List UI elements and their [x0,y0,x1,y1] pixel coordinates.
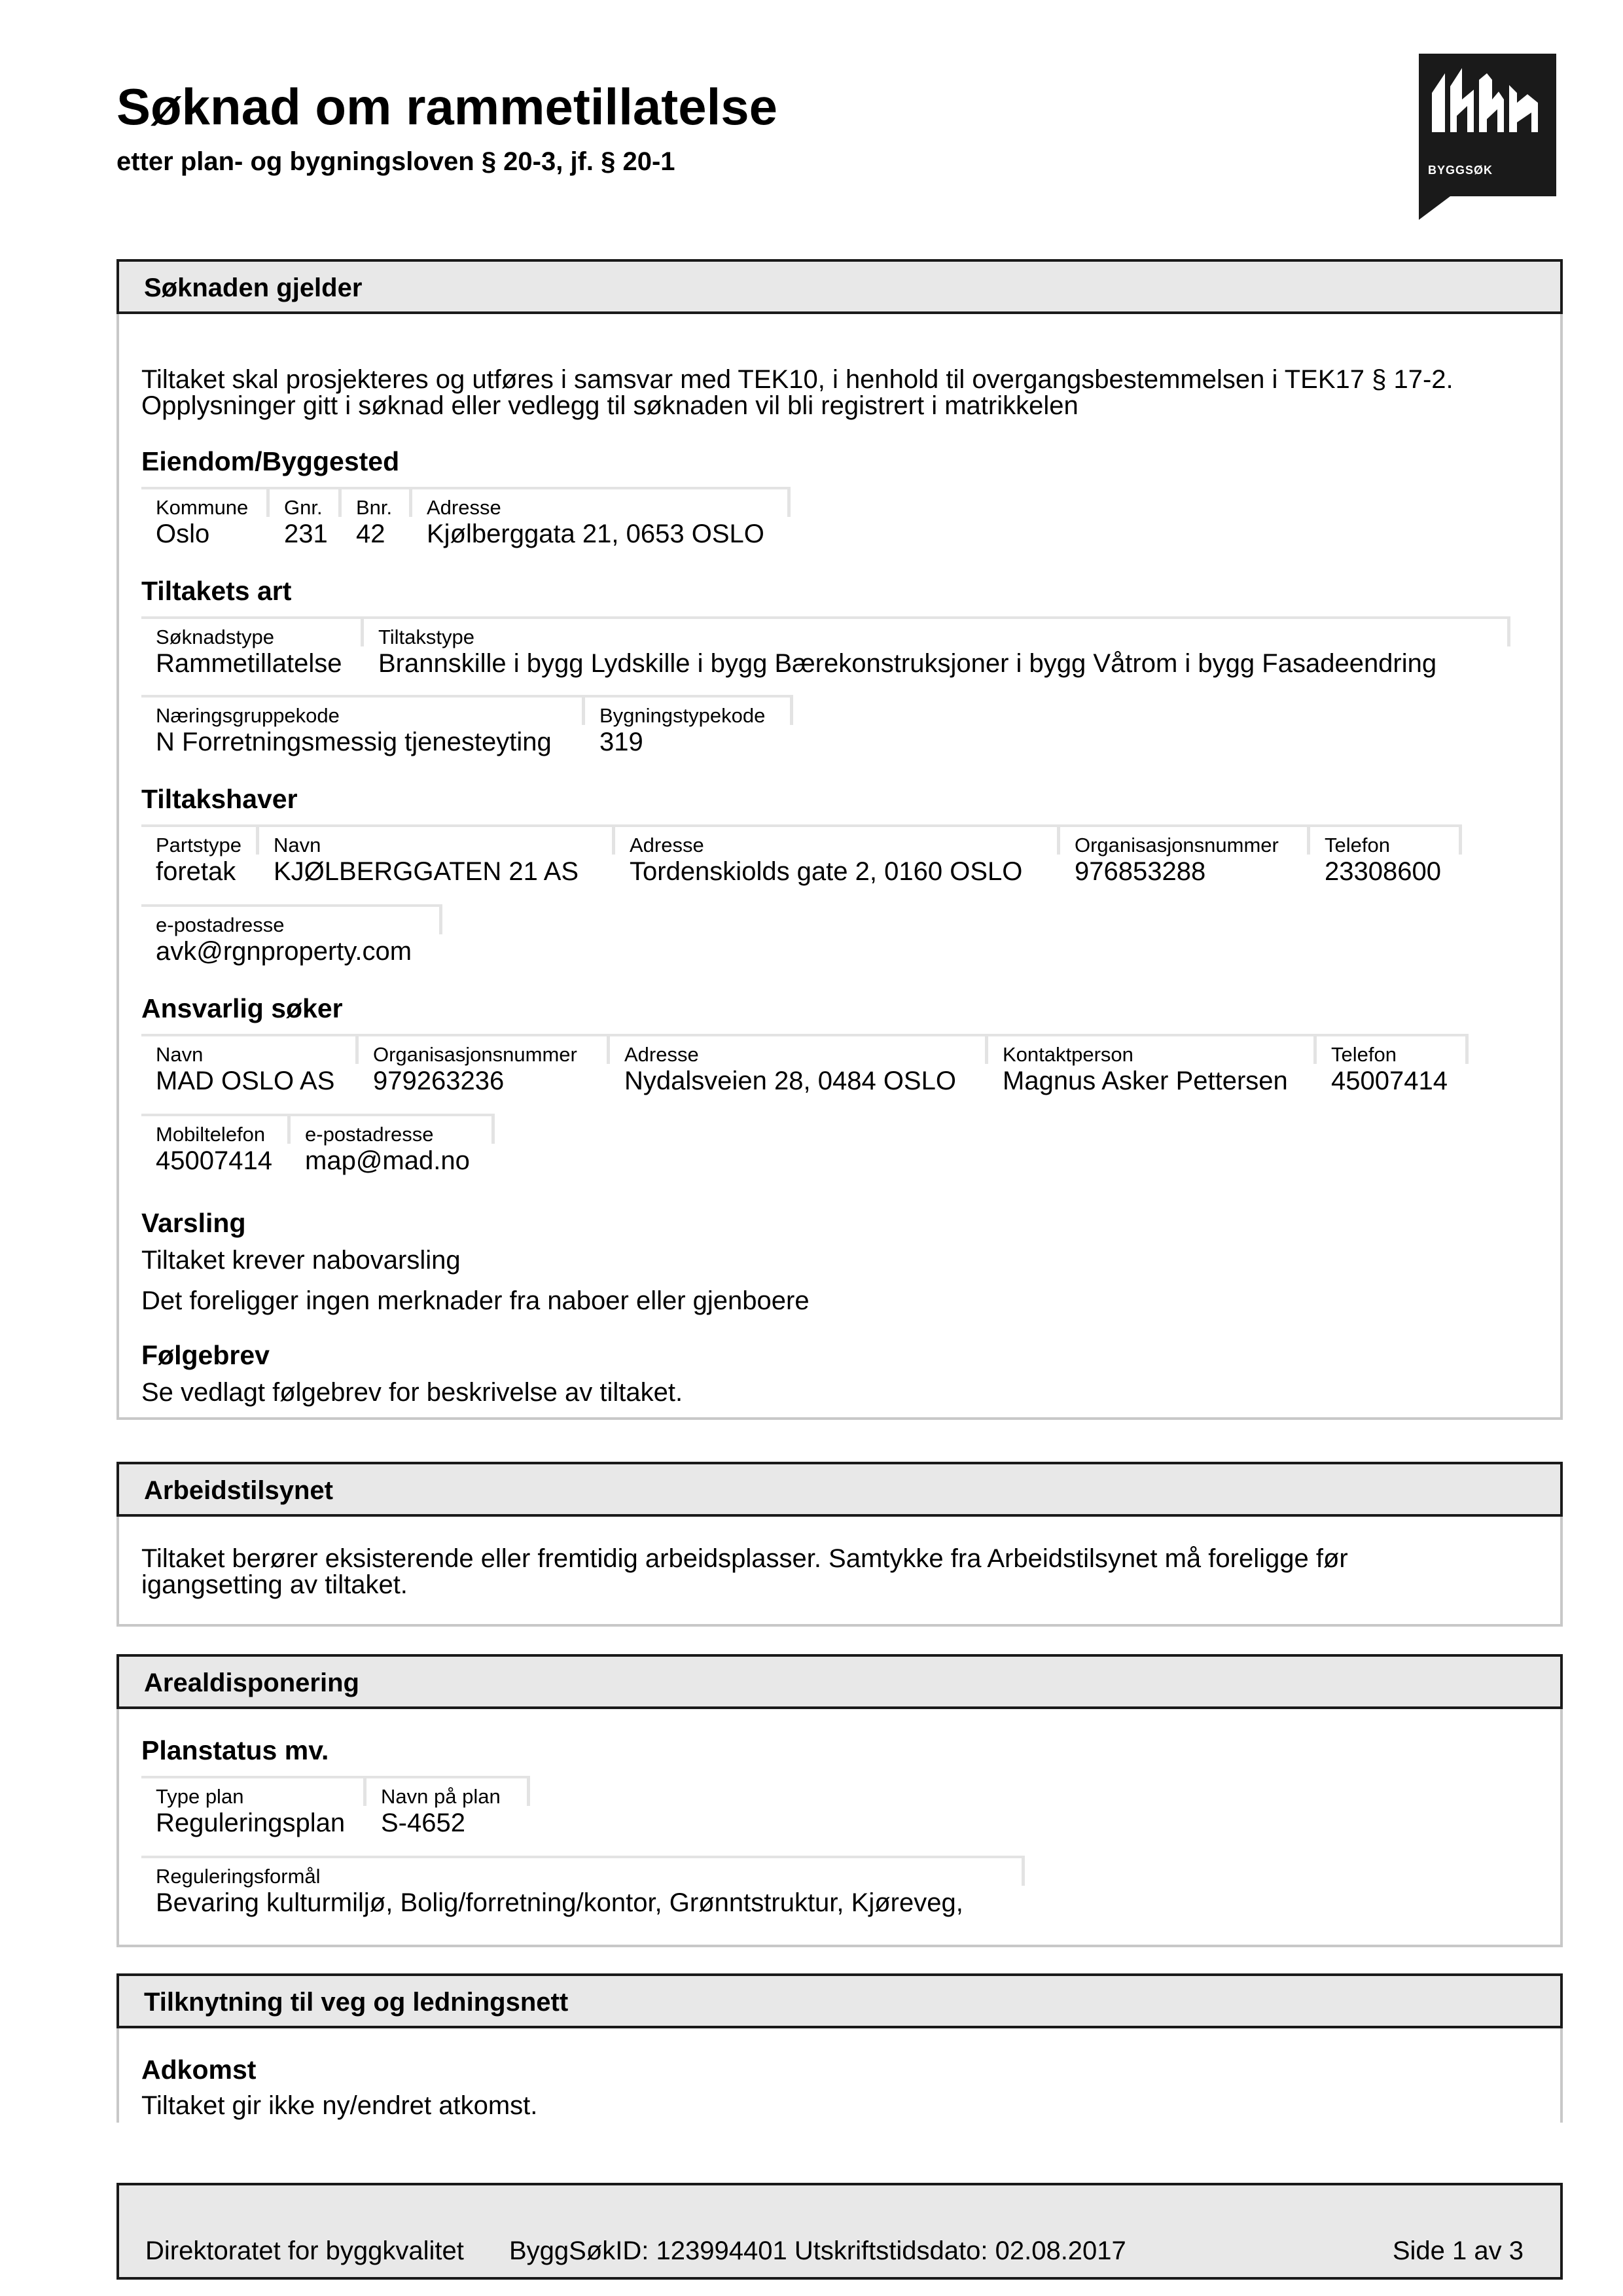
page-title: Søknad om rammetillatelse [116,78,778,135]
field-label: Type plan [156,1785,244,1808]
field-value: N Forretningsmessig tjenesteyting [156,728,552,756]
heading-planstatus: Planstatus mv. [141,1735,329,1765]
heading-eiendom: Eiendom/Byggested [141,446,400,476]
field-label: Kommune [156,496,249,519]
field-value: 976853288 [1075,857,1206,886]
field-tiltakstype [364,616,1510,677]
field-naeringsgruppekode [141,695,585,755]
field-value: Bevaring kulturmiljø, Bolig/forretning/kontor, Grønntstruktur, Kjøreveg, [156,1888,963,1917]
logo-tail [1419,196,1450,220]
field-label: Gnr. [284,496,323,519]
field-label: Adresse [427,496,501,519]
field-value: MAD OSLO AS [156,1067,335,1095]
field-value: 42 [356,520,385,548]
field-organisasjonsnummer [1060,824,1310,885]
field-label: Navn [156,1043,204,1066]
varsling-line-1: Tiltaket krever nabovarsling [141,1246,461,1275]
intro-line-1: Tiltaket skal prosjekteres og utføres i samsvar med TEK10, i henhold til overgangsbestemmelsen i TEK17 § 17-2. [141,365,1454,394]
building-icon [1419,54,1556,158]
heading-adkomst: Adkomst [141,2055,257,2085]
field-telefon [1317,1034,1469,1094]
field-navn [141,1034,359,1094]
section-title: Tilknytning til veg og ledningsnett [144,1988,569,2017]
field-gnr [270,487,342,547]
field-epostadresse [141,904,442,964]
field-navn-pa-plan [366,1776,530,1836]
footer-organization: Direktoratet for byggkvalitet [145,2236,464,2265]
field-label: Telefon [1325,834,1390,857]
field-label: Navn [274,834,321,857]
field-partstype [141,824,259,885]
field-mobiltelefon [141,1114,291,1174]
field-label: e-postadresse [305,1123,434,1146]
field-organisasjonsnummer [359,1034,610,1094]
field-value: avk@rgnproperty.com [156,937,412,966]
heading-varsling: Varsling [141,1208,246,1238]
field-value: map@mad.no [305,1146,470,1175]
field-value: Oslo [156,520,210,548]
field-bnr [342,487,412,547]
field-label: Søknadstype [156,626,274,648]
footer-byggsok-id: ByggSøkID: 123994401 Utskriftstidsdato: 02.08.2017 [509,2236,1126,2265]
field-epostadresse [291,1114,495,1174]
field-label: Tiltakstype [378,626,475,648]
field-telefon [1310,824,1462,885]
field-label: Telefon [1331,1043,1397,1066]
heading-tiltakets-art: Tiltakets art [141,576,292,606]
field-type-plan [141,1776,366,1836]
section-title: Arealdisponering [144,1669,359,1697]
field-label: Organisasjonsnummer [1075,834,1279,857]
field-adresse [610,1034,988,1094]
field-label: Kontaktperson [1003,1043,1133,1066]
intro-line-2: Opplysninger gitt i søknad eller vedlegg til søknaden vil bli registrert i matrikkelen [141,391,1079,420]
field-value: Reguleringsplan [156,1809,346,1837]
field-bygningstypekode [585,695,793,755]
adkomst-text: Tiltaket gir ikke ny/endret atkomst. [141,2091,538,2120]
field-label: Bygningstypekode [599,704,766,727]
field-soknadstype [141,616,364,677]
field-value: 319 [599,728,643,756]
heading-folgebrev: Følgebrev [141,1340,270,1370]
field-value: 979263236 [373,1067,505,1095]
logo-text: BYGGSØK [1428,164,1493,177]
field-value: Brannskille i bygg Lydskille i bygg Bærekonstruksjoner i bygg Våtrom i bygg Fasadeendring [378,649,1437,678]
page-footer [116,2183,1563,2280]
field-adresse [615,824,1060,885]
field-value: foretak [156,857,236,886]
field-reguleringsformal [141,1856,1025,1916]
field-value: KJØLBERGGATEN 21 AS [274,857,579,886]
field-label: Mobiltelefon [156,1123,266,1146]
field-adresse [412,487,791,547]
field-kommune [141,487,270,547]
field-navn [259,824,615,885]
section-header-arealdisponering [116,1654,1563,1709]
field-value: Tordenskiolds gate 2, 0160 OSLO [630,857,1023,886]
field-label: Reguleringsformål [156,1865,321,1888]
field-label: Organisasjonsnummer [373,1043,577,1066]
section-header-soknaden [116,259,1563,314]
section-header-tilknytning [116,1973,1563,2028]
arbeidstilsynet-line-2: igangsetting av tiltaket. [141,1570,408,1599]
field-value: 231 [284,520,328,548]
field-value: Magnus Asker Pettersen [1003,1067,1288,1095]
footer-page-number: Side 1 av 3 [1392,2236,1524,2265]
section-header-arbeidstilsynet [116,1462,1563,1517]
arbeidstilsynet-line-1: Tiltaket berører eksisterende eller fremtidig arbeidsplasser. Samtykke fra Arbeidstilsynet må foreligge før [141,1544,1348,1573]
field-value: Nydalsveien 28, 0484 OSLO [624,1067,956,1095]
field-label: Næringsgruppekode [156,704,340,727]
varsling-line-2: Det foreligger ingen merknader fra naboer eller gjenboere [141,1286,810,1315]
field-value: 45007414 [1331,1067,1448,1095]
section-title: Søknaden gjelder [144,274,363,302]
heading-ansvarlig-soker: Ansvarlig søker [141,993,343,1023]
field-value: Kjølberggata 21, 0653 OSLO [427,520,764,548]
logo-mark [1419,54,1556,196]
field-label: Adresse [624,1043,699,1066]
field-value: S-4652 [381,1809,465,1837]
field-label: Adresse [630,834,704,857]
field-value: Rammetillatelse [156,649,342,678]
section-title: Arbeidstilsynet [144,1476,333,1505]
page-subtitle: etter plan- og bygningsloven § 20-3, jf. § 20-1 [116,147,675,176]
field-value: 23308600 [1325,857,1441,886]
field-value: 45007414 [156,1146,272,1175]
field-label: Partstype [156,834,241,857]
byggsok-logo [1419,54,1556,198]
field-label: Navn på plan [381,1785,501,1808]
heading-tiltakshaver: Tiltakshaver [141,784,298,814]
field-label: e-postadresse [156,913,285,936]
folgebrev-text: Se vedlagt følgebrev for beskrivelse av tiltaket. [141,1378,683,1407]
field-kontaktperson [988,1034,1317,1094]
field-label: Bnr. [356,496,393,519]
